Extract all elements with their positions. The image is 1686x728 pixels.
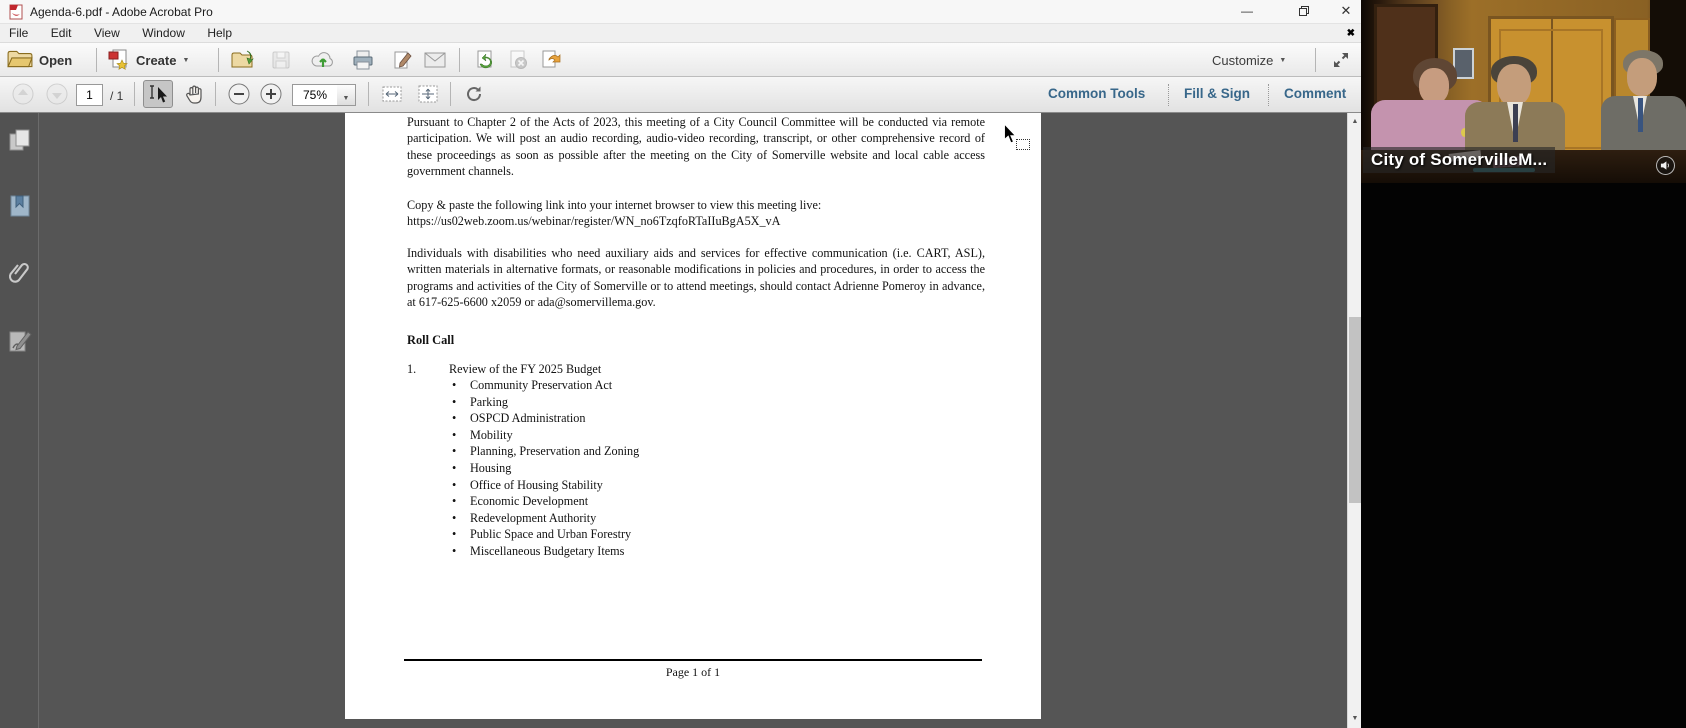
hand-tool-button[interactable] [179,80,209,108]
roll-call-heading: Roll Call [407,333,455,347]
tab-comment[interactable]: Comment [1284,86,1347,101]
agenda-bullet-item: • Parking [452,395,639,412]
customize-dropdown-icon: ▼ [1279,56,1287,64]
zoom-in-button[interactable] [256,80,286,108]
scroll-up-icon[interactable]: ▲ [1351,118,1359,125]
minimize-button[interactable]: — [1241,4,1253,18]
rotate-view-button[interactable] [459,80,489,108]
menu-file[interactable]: File [9,26,29,40]
share-page-button[interactable] [536,46,566,74]
footer-rule [404,659,982,661]
agenda-item-number: 1. [407,362,417,376]
bookmarks-icon[interactable] [7,192,33,222]
agenda-bullet-item: • Planning, Preservation and Zoning [452,444,639,461]
paragraph-remote-participation: Pursuant to Chapter 2 of the Acts of 2023, this meeting of a City Council Committee will be conducted via remote participation. We will post an audio recording, audio-video recording, transcript, or other comprehensive record of these proceedings as soon as possible after the meeting on the City of Somerville website and local cable access government channels. [407,115,985,179]
create-document-icon [108,48,130,73]
create-button[interactable] [108,46,189,74]
speaker-audio-icon[interactable] [1656,156,1675,175]
window-title: Agenda-6.pdf - Adobe Acrobat Pro [30,5,213,19]
create-dropdown-icon: ▼ [182,56,190,64]
open-label: Open [39,52,73,68]
zoom-dropdown-icon: ▼ [342,95,350,102]
webcam-video-feed [1361,0,1686,183]
save-button[interactable] [266,46,296,74]
agenda-bullet-item: • OSPCD Administration [452,411,639,428]
zoom-webinar-url: https://us02web.zoom.us/webinar/register/WN_no6TzqfoRTaIIuBgA5X_vA [407,214,781,229]
restore-button[interactable] [1288,0,1320,23]
agenda-bullet-item: • Miscellaneous Budgetary Items [452,544,639,561]
video-caption-overlay: City of SomervilleM... [1363,147,1555,173]
zoom-out-button[interactable] [224,80,254,108]
select-tool-button[interactable] [143,80,173,108]
print-button[interactable] [348,46,378,74]
agenda-bullet-item: • Economic Development [452,494,639,511]
agenda-item-title: Review of the FY 2025 Budget [449,362,602,376]
copy-paste-line: Copy & paste the following link into your internet browser to view this meeting live: [407,198,822,212]
document-page [345,113,1041,719]
open-file-tool-button[interactable] [228,46,258,74]
page-total-label: / 1 [110,89,124,103]
previous-page-button[interactable] [8,80,38,108]
page-number-input[interactable] [76,84,103,106]
attachments-paperclip-icon[interactable] [7,258,33,288]
menu-window[interactable]: Window [142,26,185,40]
customize-label: Customize [1212,52,1274,68]
fullscreen-toggle-button[interactable] [1326,46,1356,74]
cloud-upload-button[interactable] [308,46,338,74]
person-right-face [1627,58,1657,96]
paragraph-meeting-link [407,197,985,230]
agenda-bullet-item: • Redevelopment Authority [452,511,639,528]
person-right-tie [1638,98,1643,132]
zoom-dropdown-button[interactable] [337,84,356,106]
open-folder-icon [7,49,33,72]
video-letterbox-black [1361,183,1686,728]
sign-document-button[interactable] [388,46,418,74]
close-button[interactable]: ✕ [1340,3,1352,18]
customize-button[interactable] [1212,46,1286,74]
tab-common-tools[interactable]: Common Tools [1048,86,1146,101]
menu-help[interactable]: Help [207,26,233,40]
export-pdf-button[interactable] [470,46,500,74]
vertical-scrollbar[interactable] [1347,113,1361,728]
person-left-face [1419,68,1449,104]
agenda-bullet-item: • Public Space and Urban Forestry [452,527,639,544]
mouse-cursor [1003,124,1017,149]
nav-toolbar [0,77,1361,113]
agenda-bullet-item: • Community Preservation Act [452,378,639,395]
scrollbar-thumb[interactable] [1349,317,1361,503]
agenda-bullet-item: • Office of Housing Stability [452,478,639,495]
agenda-bullet-item: • Mobility [452,428,639,445]
snapshot-marquee-icon [1016,139,1030,150]
scroll-down-icon[interactable]: ▼ [1351,715,1359,722]
menubar [0,24,1361,43]
email-button[interactable] [420,46,450,74]
page-footer: Page 1 of 1 [665,665,721,679]
zoom-level-input[interactable] [292,84,338,106]
main-toolbar [0,43,1361,77]
titlebar [0,0,1361,24]
menu-view[interactable]: View [93,26,120,40]
agenda-bullet-item: • Housing [452,461,639,478]
next-page-button[interactable] [42,80,72,108]
menu-edit[interactable]: Edit [50,26,72,40]
open-button[interactable] [7,46,72,74]
remove-page-button[interactable] [503,46,533,74]
document-close-icon[interactable]: ✖ [1346,28,1355,39]
person-center-tie [1513,104,1518,142]
navigation-pane-strip [0,113,39,728]
acrobat-pdf-icon [8,4,24,25]
person-center-face [1497,64,1531,106]
signatures-icon[interactable] [7,328,33,358]
page-thumbnails-icon[interactable] [7,126,33,156]
fit-page-button[interactable] [413,80,443,108]
tab-fill-and-sign[interactable]: Fill & Sign [1184,86,1250,101]
fit-width-button[interactable] [377,80,407,108]
paragraph-accessibility: Individuals with disabilities who need auxiliary aids and services for effective communication (i.e. CART, ASL), written materials in alternative formats, or reasonable modifications in policies and procedures, in order to access the programs and activities of the City of Somerville or to attend meetings, should contact Adrienne Pomeroy in advance, at 617-625-6600 x2059 or ada@somervillema.gov. [407,246,985,310]
create-label: Create [136,52,177,68]
agenda-bullet-list [452,378,639,561]
